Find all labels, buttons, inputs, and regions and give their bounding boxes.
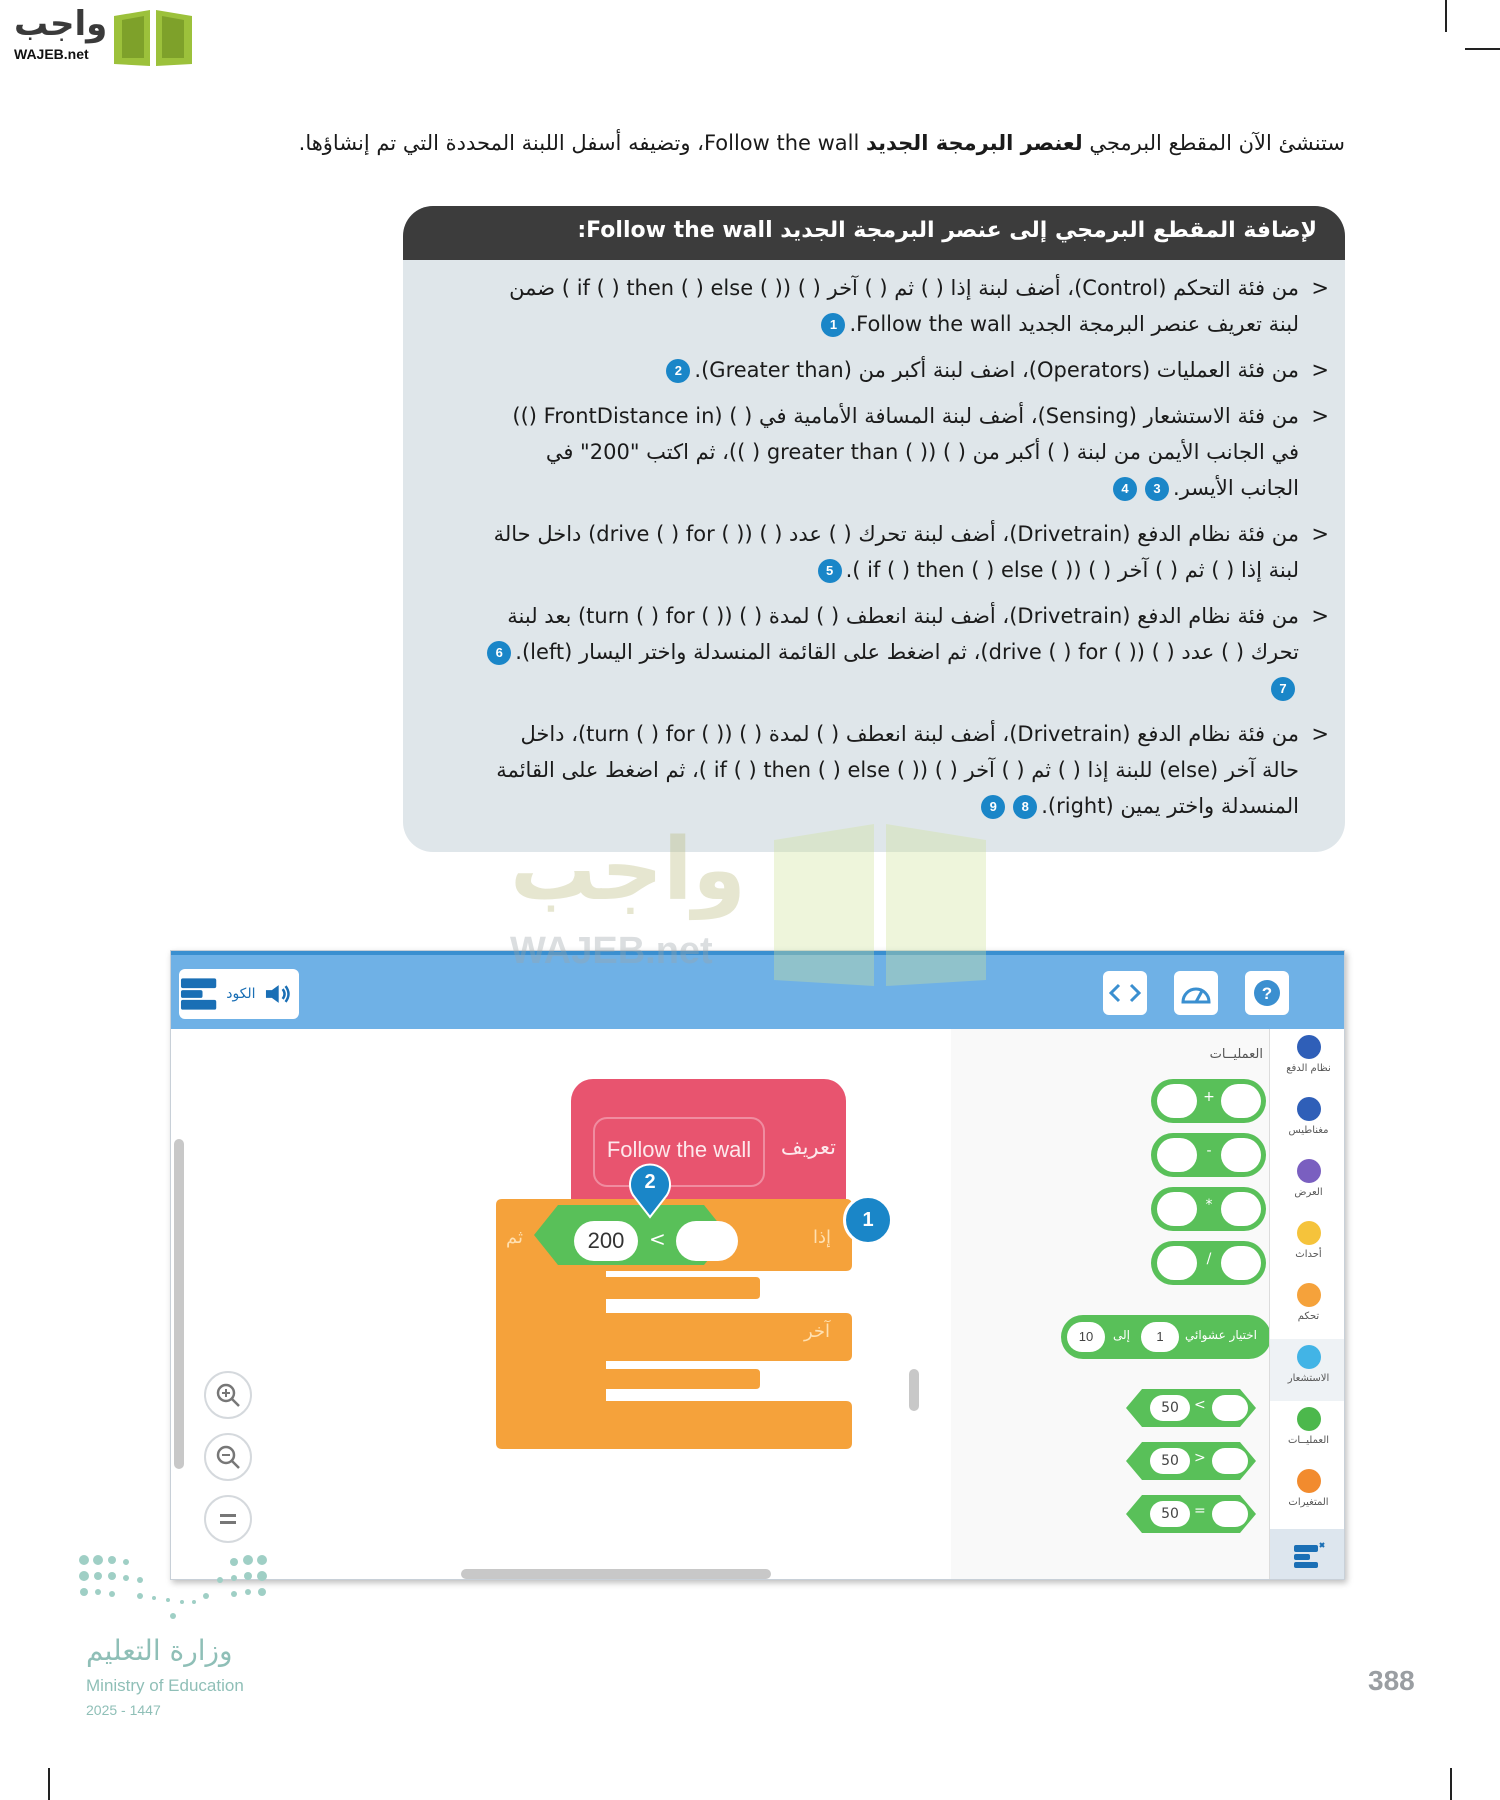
canvas-scrollbar-thumb[interactable] (909, 1369, 919, 1411)
category-magnet[interactable] (1270, 1091, 1345, 1153)
watermark-arabic: واجب (510, 820, 746, 920)
random-from-value: 1 (1156, 1329, 1164, 1344)
random-to-value: 10 (1078, 1329, 1094, 1344)
page-number: 388 (1368, 1665, 1415, 1696)
step-text: من فئة نظام الدفع (Drivetrain)، أضف لبنة تحرك ( ) عدد ( ) (( ) drive ( ) for) داخل حالة لبنة إذا ( ) ثم ( ) آخر ( ) (( ) if ( ) then ( ) else ). (493, 522, 1299, 582)
category-dot (1297, 1407, 1321, 1431)
callout-1 (843, 1195, 893, 1245)
category-label: العرض (1294, 1187, 1323, 1198)
if-sensor-slot[interactable] (676, 1221, 738, 1261)
less-than-value[interactable]: 50 (1150, 1395, 1190, 1421)
category-operators[interactable] (1270, 1401, 1345, 1463)
category-dot (1297, 1221, 1321, 1245)
ministry-dots-icon (78, 1552, 268, 1622)
task-step (483, 598, 1299, 706)
category-drivetrain[interactable] (1270, 1029, 1345, 1091)
code-view-button[interactable] (1103, 971, 1147, 1015)
gauge-icon (1180, 980, 1212, 1006)
speaker-icon (264, 983, 291, 1005)
code-toggle-button[interactable] (179, 969, 299, 1019)
category-events[interactable] (1270, 1215, 1345, 1277)
app-toolbar (171, 951, 1345, 1029)
random-block[interactable] (1061, 1315, 1271, 1359)
speaker-label: الكود (226, 986, 256, 1002)
dashboard-button[interactable] (1174, 971, 1218, 1015)
zoom-in-icon (215, 1382, 241, 1408)
category-menu (1269, 1029, 1345, 1580)
step-number-badge: 1 (821, 313, 845, 337)
step-number-badge: 3 (1145, 477, 1169, 501)
step-number-badge: 6 (487, 641, 511, 665)
define-block[interactable] (571, 1079, 846, 1214)
if-operator: < (649, 1227, 666, 1251)
greater-than-slot[interactable] (1212, 1448, 1248, 1474)
ministry-year: 2025 - 1447 (86, 1702, 161, 1718)
task-step (483, 270, 1299, 342)
equals-slot[interactable] (1212, 1501, 1248, 1527)
category-dot (1297, 1345, 1321, 1369)
divide-operator: / (1206, 1251, 1212, 1267)
then-word: ثم (506, 1227, 523, 1248)
intro-part1: ستنشئ الآن المقطع البرمجي (1082, 131, 1345, 155)
random-from-field[interactable] (1141, 1322, 1179, 1352)
define-block-word: تعريف (780, 1135, 836, 1159)
else-word: آخر (804, 1321, 831, 1342)
category-label: الاستشعار (1287, 1373, 1330, 1384)
step-text: من فئة الاستشعار (Sensing)، أضف لبنة المسافة الأمامية في ( ) (FrontDistance in ()) في الجانب الأيمن من لبنة ( ) أكبر من ( ) (( ) greater than ( ))، ثم اكتب "200" في الجانب الأيسر. (512, 404, 1299, 500)
subtract-operator: - (1206, 1143, 1212, 1159)
step-text: من فئة العمليات (Operators)، اضف لبنة أكبر من (Greater than). (694, 358, 1299, 382)
horizontal-scrollbar[interactable] (461, 1569, 771, 1579)
define-block-name: Follow the wall (606, 1137, 752, 1162)
greater-than-value[interactable]: 50 (1150, 1448, 1190, 1474)
ministry-logo (78, 1552, 298, 1732)
extensions-button[interactable] (1270, 1529, 1345, 1580)
multiply-operator: * (1205, 1197, 1213, 1213)
equals-icon (218, 1512, 238, 1526)
step-number-badge: 8 (1013, 795, 1037, 819)
crop-mark (1465, 48, 1500, 50)
zoom-reset-button[interactable] (204, 1495, 252, 1543)
step-text: من فئة التحكم (Control)، أضف لبنة إذا ( ) ثم ( ) آخر ( ) (( ) if ( ) then ( ) else ) ضمن لبنة تعريف عنصر البرمجة الجديد Follow the wall. (509, 276, 1299, 336)
zoom-in-button[interactable] (204, 1371, 252, 1419)
logo-arabic: واجب (14, 4, 108, 44)
add-block[interactable] (1151, 1079, 1266, 1123)
task-step (483, 352, 1299, 388)
watermark-latin: WAJEB.net (510, 930, 713, 972)
zoom-out-icon (215, 1444, 241, 1470)
task-title: لإضافة المقطع البرمجي إلى عنصر البرمجة الجديد Follow the wall: (403, 206, 1345, 260)
step-number-badge: 5 (818, 559, 842, 583)
if-value: 200 (587, 1228, 625, 1253)
blocks-icon (179, 976, 218, 1012)
task-step (483, 516, 1299, 588)
intro-bold: لعنصر البرمجة الجديد (866, 131, 1083, 155)
category-control[interactable] (1270, 1277, 1345, 1339)
help-icon (1252, 978, 1282, 1008)
divide-block[interactable] (1151, 1241, 1266, 1285)
task-steps (403, 260, 1345, 824)
multiply-block[interactable] (1151, 1187, 1266, 1231)
book-icon (112, 8, 194, 68)
random-to-word: إلى (1113, 1328, 1130, 1342)
intro-paragraph (195, 128, 1345, 158)
step-text: من فئة نظام الدفع (Drivetrain)، أضف لبنة انعطف ( ) لمدة ( ) (( ) turn ( ) for)، داخل حالة آخر (else) للبنة إذا ( ) ثم ( ) آخر ( ) (( ) if ( ) then ( ) else )، ثم اضغط على القائمة المنسدلة واختر يمين (right). (496, 722, 1299, 818)
step-number-badge: 9 (981, 795, 1005, 819)
svg-text:?: ? (1261, 984, 1273, 1003)
greater-than-block[interactable] (1126, 1440, 1256, 1482)
zoom-out-button[interactable] (204, 1433, 252, 1481)
code-canvas[interactable] (171, 1029, 951, 1580)
wajeb-logo (8, 4, 198, 70)
category-label: العمليــات (1287, 1435, 1330, 1446)
task-box (403, 206, 1345, 852)
help-button[interactable] (1245, 971, 1289, 1015)
crop-mark (1450, 1768, 1452, 1800)
ministry-english: Ministry of Education (86, 1676, 244, 1695)
less-than-block[interactable] (1126, 1387, 1256, 1429)
block-palette (951, 1029, 1269, 1580)
category-dot (1297, 1469, 1321, 1493)
step-number-badge: 4 (1113, 477, 1137, 501)
code-brackets-icon (1109, 983, 1141, 1003)
category-dot (1297, 1035, 1321, 1059)
random-to-field[interactable] (1067, 1322, 1105, 1352)
extensions-icon (1292, 1541, 1326, 1569)
logo-latin: WAJEB.net (14, 46, 89, 62)
category-variables[interactable] (1270, 1463, 1345, 1525)
callout-2 (627, 1161, 673, 1219)
greater-than-operator: > (1194, 1450, 1206, 1466)
ministry-arabic: وزارة التعليم (86, 1634, 233, 1667)
equals-operator: = (1194, 1503, 1206, 1519)
subtract-block[interactable] (1151, 1133, 1266, 1177)
task-step (483, 398, 1299, 506)
palette-title: العمليــات (1209, 1047, 1263, 1062)
step-text: من فئة نظام الدفع (Drivetrain)، أضف لبنة انعطف ( ) لمدة ( ) (( ) turn ( ) for) بعد لبنة تحرك ( ) عدد ( ) (( ) drive ( ) for)، ثم اضغط على القائمة المنسدلة واختر اليسار (left). (507, 604, 1299, 664)
category-dot (1297, 1097, 1321, 1121)
intro-part2: Follow the wall، وتضيفه أسفل اللبنة المحددة التي تم إنشاؤها. (298, 131, 867, 155)
category-label: مغناطيس (1288, 1125, 1329, 1136)
if-value-field[interactable] (574, 1221, 638, 1261)
category-label: تحكم (1297, 1311, 1320, 1322)
crop-mark (1445, 0, 1447, 32)
random-label: اختيار عشوائي (1185, 1328, 1257, 1342)
add-operator: + (1203, 1089, 1215, 1105)
callout-1-number: 1 (862, 1209, 874, 1231)
category-label: أحداث (1295, 1249, 1322, 1260)
category-dot (1297, 1159, 1321, 1183)
category-sensing[interactable] (1270, 1339, 1345, 1401)
step-number-badge: 7 (1271, 677, 1295, 701)
less-than-operator: < (1194, 1397, 1206, 1413)
equals-block[interactable] (1126, 1493, 1256, 1535)
task-step (483, 716, 1299, 824)
equals-value[interactable]: 50 (1150, 1501, 1190, 1527)
crop-mark (48, 1768, 50, 1800)
category-label: نظام الدفع (1286, 1063, 1331, 1074)
less-than-slot[interactable] (1212, 1395, 1248, 1421)
vertical-scrollbar[interactable] (174, 1139, 184, 1469)
category-looks[interactable] (1270, 1153, 1345, 1215)
step-number-badge: 2 (666, 359, 690, 383)
callout-2-number: 2 (644, 1171, 656, 1193)
vexcode-screenshot (170, 950, 1345, 1580)
category-label: المتغيرات (1288, 1497, 1329, 1508)
if-word: إذا (813, 1227, 832, 1248)
category-dot (1297, 1283, 1321, 1307)
